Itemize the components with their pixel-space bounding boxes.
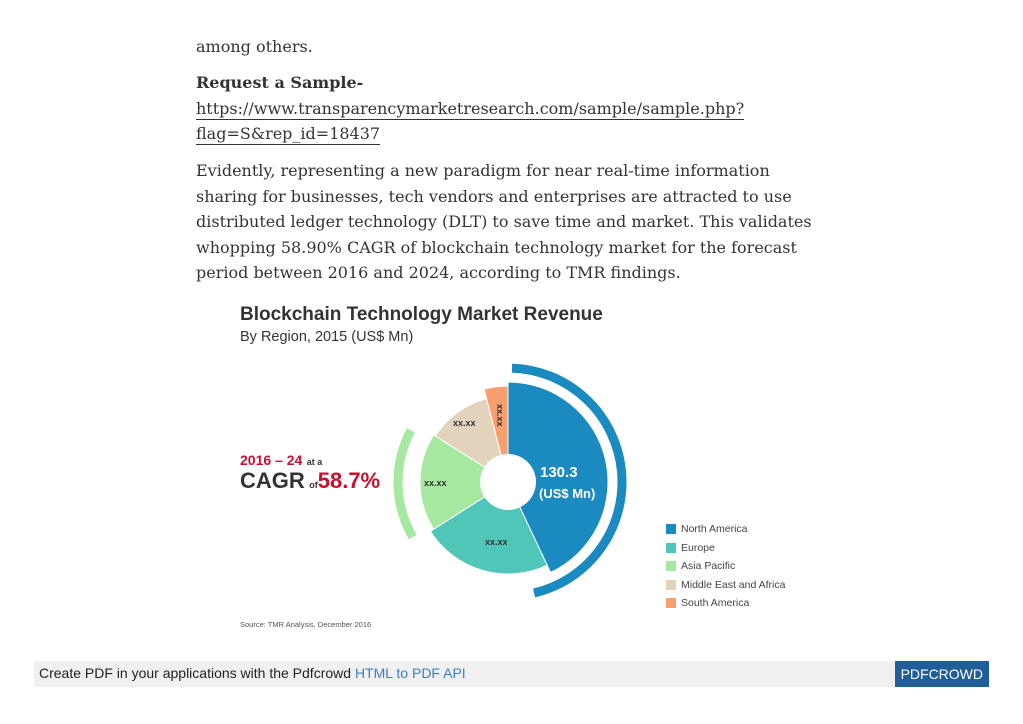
legend-swatch (666, 561, 676, 571)
legend-item-north-america (666, 520, 785, 539)
cagr-years: 2016 – 24 (240, 452, 303, 468)
cagr-of: of (309, 480, 318, 490)
pdfcrowd-badge[interactable]: PDFCROWD (895, 661, 989, 687)
request-sample-link[interactable] (196, 96, 744, 146)
legend-swatch (666, 524, 676, 534)
legend-item-asia-pacific (666, 557, 785, 576)
chart-subtitle: By Region, 2015 (US$ Mn) (240, 329, 414, 345)
accent-arc-asia-pacific (398, 430, 413, 537)
chart-source: Source: TMR Analysis, December 2016 (240, 620, 372, 629)
legend-label: Asia Pacific (681, 560, 736, 573)
legend-item-mea (666, 576, 785, 595)
footer-label: Create PDF in your applications with the Pdfcrowd (39, 665, 355, 681)
legend-label: South America (681, 597, 750, 610)
footer-link[interactable]: HTML to PDF API (354, 665, 466, 681)
slice-label-mea: xx.xx (453, 418, 476, 428)
cagr-value: 58.7% (317, 468, 381, 493)
legend-swatch (666, 543, 676, 553)
request-link-line2[interactable]: flag=S&rep_id=18437 (196, 124, 381, 143)
legend-swatch (666, 580, 676, 590)
legend-item-south-america (666, 594, 785, 613)
cagr-callout (240, 452, 380, 494)
cagr-word: CAGR (240, 468, 305, 493)
slice-label-asia-pacific: xx.xx (424, 478, 447, 488)
legend-label: Middle East and Africa (681, 578, 786, 591)
article-paragraph: Evidently, representing a new paradigm for near real-time information sharing for businesses, tech vendors and enterprises are attracted to use distributed ledger technology (DLT) to save time and market. This validates whopping 58.90% CAGR of blockchain technology market for the forecast period between 2016 and 2024, according to TMR findings. (196, 161, 812, 282)
slice-label-europe: xx.xx (485, 537, 508, 547)
request-link-line1[interactable]: https://www.transparencymarketresearch.com/sample/sample.php? (196, 99, 745, 118)
pdf-footer (34, 661, 989, 687)
donut-chart (382, 362, 642, 622)
article-top-text: among others. (196, 37, 313, 56)
cagr-at: at a (306, 457, 323, 467)
center-value: 130.3 (540, 464, 578, 481)
legend-label: North America (681, 523, 748, 536)
legend-item-europe (666, 539, 785, 558)
legend-swatch (666, 598, 676, 608)
chart-title: Blockchain Technology Market Revenue (240, 304, 603, 325)
legend-label: Europe (681, 541, 715, 554)
request-sample-label: Request a Sample- (196, 73, 364, 92)
chart-legend (666, 520, 785, 613)
chart-figure (232, 298, 802, 638)
center-unit: (US$ Mn) (539, 486, 596, 501)
slice-label-south-america: xx.xx (495, 404, 505, 427)
donut-hole (480, 454, 536, 510)
footer-text (39, 665, 466, 681)
